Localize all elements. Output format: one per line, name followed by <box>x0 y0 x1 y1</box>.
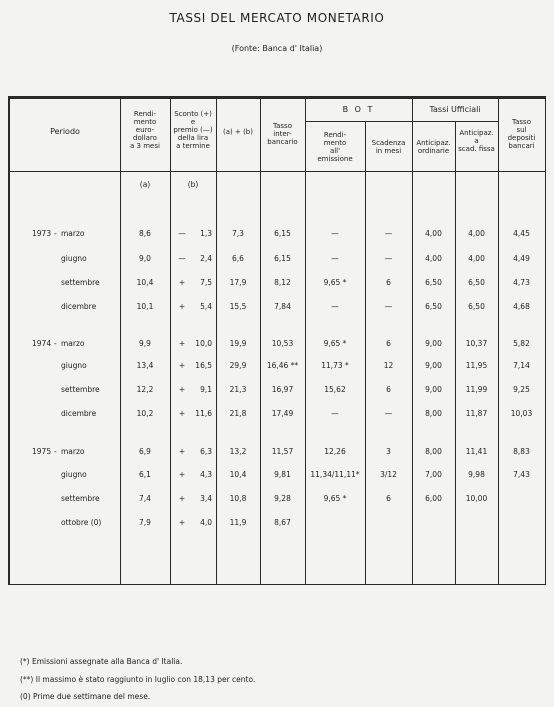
footnote: (**) Il massimo è stato raggiunto in luglio con 18,13 per cento. <box>20 675 256 684</box>
table-cell: 11,6 <box>195 409 212 418</box>
table-cell: 10,8 <box>229 494 247 503</box>
sign-cell: + <box>178 278 186 287</box>
sign-cell: + <box>178 470 186 479</box>
sign-cell: — <box>178 229 186 238</box>
table-cell: 6 <box>386 278 391 287</box>
table-cell: 1,3 <box>200 229 212 238</box>
table-cell: 9,65 * <box>323 278 347 287</box>
column-header-depositi: bancari <box>508 142 535 150</box>
table-cell: 6,6 <box>232 254 244 263</box>
table-cell: 16,97 <box>271 385 294 394</box>
table-cell: 4,45 <box>513 229 530 238</box>
marker-a: (a) <box>139 180 151 189</box>
column-header-anticipazioni-ordinarie: ordinarie <box>417 147 450 155</box>
table-cell: 10,4 <box>136 278 154 287</box>
column-header-periodo: Periodo <box>50 127 80 136</box>
table-cell: — <box>384 254 393 263</box>
table-cell: 6,3 <box>200 447 212 456</box>
table-cell: 12 <box>383 361 394 370</box>
row-month: marzo <box>61 229 85 238</box>
table-cell: 11,9 <box>229 518 247 527</box>
table-cell: 4,00 <box>468 229 485 238</box>
table-cell: 13,2 <box>229 447 247 456</box>
table-cell: 29,9 <box>229 361 247 370</box>
table-cell: 15,62 <box>324 385 346 394</box>
column-header-depositi: sul <box>516 126 527 134</box>
table-cell: 11,73 * <box>321 361 349 370</box>
table-cell: 8,83 <box>513 447 530 456</box>
footnote: (0) Prime due settimane del mese. <box>20 692 151 701</box>
sign-cell: + <box>178 518 186 527</box>
sign-cell: + <box>178 339 186 348</box>
table-cell: 11,99 <box>465 385 488 394</box>
source-note: (Fonte: Banca d' Italia) <box>231 44 323 53</box>
column-header-anticipazioni-scadenza: scad. fissa <box>458 145 495 153</box>
row-year: 1975 <box>32 447 52 456</box>
column-header-anticipazioni-scadenza: a <box>474 137 479 145</box>
table-cell: 9,9 <box>139 339 151 348</box>
table-cell: 7,00 <box>425 470 442 479</box>
table-cell: 2,4 <box>200 254 212 263</box>
column-rule <box>455 122 456 584</box>
table-cell: 10,0 <box>195 339 212 348</box>
table-cell: 4,73 <box>513 278 530 287</box>
table-cell: 12,26 <box>324 447 346 456</box>
table-cell: 6,50 <box>425 278 442 287</box>
column-group-bot: B O T <box>342 105 375 114</box>
table-cell: 6 <box>386 385 391 394</box>
table-cell: 9,0 <box>139 254 151 263</box>
row-month: settembre <box>61 494 100 503</box>
row-month: marzo <box>61 447 85 456</box>
table-cell: 19,9 <box>229 339 247 348</box>
table-cell: 6 <box>386 494 391 503</box>
sign-cell: + <box>178 447 186 456</box>
table-cell: 3,4 <box>200 494 212 503</box>
column-header-bot-scadenza: Scadenza <box>371 139 406 147</box>
column-header-sconto: Sconto (+) <box>174 110 212 118</box>
table-cell: 7,3 <box>232 229 244 238</box>
table-cell: 4,68 <box>513 302 530 311</box>
column-header-rendimento: mento <box>133 118 157 126</box>
column-header-bot-rendimento: Rendi- <box>323 131 347 139</box>
column-header-depositi: depositi <box>507 134 536 142</box>
column-header-interbancario: Tasso <box>273 122 292 130</box>
table-cell: 10,1 <box>136 302 154 311</box>
table-cell: 9,65 * <box>323 339 347 348</box>
column-header-sconto: e <box>190 118 196 126</box>
table-cell: 12,2 <box>136 385 154 394</box>
table-cell: — <box>331 229 339 238</box>
table-cell: 11,87 <box>465 409 488 418</box>
column-group-tassi-ufficiali: Tassi Ufficiali <box>429 105 481 114</box>
column-header-bot-scadenza: in mesi <box>375 147 402 155</box>
column-header-anticipazioni-scadenza: Anticipaz. <box>459 129 494 137</box>
table-cell: 11,41 <box>465 447 488 456</box>
sign-cell: + <box>178 409 186 418</box>
table-cell: — <box>331 409 339 418</box>
column-header-bot-rendimento: emissione <box>317 155 353 163</box>
table-cell: 21,8 <box>229 409 247 418</box>
table-cell: — <box>384 302 393 311</box>
column-header-interbancario: inter- <box>273 130 292 138</box>
table-border <box>8 96 10 584</box>
table-cell: — <box>331 254 339 263</box>
table-cell: 6,50 <box>425 302 442 311</box>
table-cell: 9,81 <box>274 470 291 479</box>
table-border <box>545 96 546 584</box>
table-cell: 21,3 <box>229 385 247 394</box>
column-header-rendimento: a 3 mesi <box>130 142 160 150</box>
table-cell: 11,95 <box>465 361 488 370</box>
table-cell: 9,65 * <box>323 494 347 503</box>
table-cell: 6,00 <box>425 494 442 503</box>
table-cell: 9,98 <box>468 470 485 479</box>
table-cell: 17,9 <box>229 278 247 287</box>
row-dash: - <box>54 447 57 456</box>
table-cell: 5,4 <box>200 302 212 311</box>
table-cell: 6,1 <box>139 470 151 479</box>
sign-cell: + <box>178 361 186 370</box>
table-cell: 6,50 <box>468 278 485 287</box>
column-header-anticipazioni-ordinarie: Anticipaz. <box>416 139 451 147</box>
column-header-rendimento: euro- <box>135 126 155 134</box>
column-rule <box>365 122 366 584</box>
column-header-depositi: Tasso <box>512 118 531 126</box>
table-cell: 11,34/11,11* <box>310 470 360 479</box>
table-cell: 4,00 <box>425 254 442 263</box>
table-rule <box>8 584 546 585</box>
sign-cell: + <box>178 385 186 394</box>
table-rule <box>8 171 546 172</box>
sign-cell: — <box>178 254 186 263</box>
table-cell: 17,49 <box>271 409 294 418</box>
table-cell: 6,15 <box>274 229 291 238</box>
table-cell: 6,15 <box>274 254 291 263</box>
marker-b: (b) <box>187 180 199 189</box>
table-cell: 4,49 <box>513 254 530 263</box>
table-cell: 4,00 <box>425 229 442 238</box>
table-cell: — <box>384 409 393 418</box>
table-cell: 8,12 <box>274 278 291 287</box>
table-cell: 8,67 <box>274 518 291 527</box>
column-header-sum: (a) + (b) <box>223 128 253 136</box>
column-header-sconto: della lira <box>177 134 209 142</box>
table-cell: 6,9 <box>139 447 151 456</box>
row-dash: - <box>54 229 57 238</box>
table-cell: 10,03 <box>510 409 533 418</box>
table-cell: 9,00 <box>425 385 442 394</box>
column-header-sconto: a termine <box>176 142 210 150</box>
table-cell: 4,00 <box>468 254 485 263</box>
table-cell: — <box>331 302 339 311</box>
row-month: marzo <box>61 339 85 348</box>
table-rule <box>8 96 546 99</box>
table-cell: 7,84 <box>274 302 291 311</box>
table-cell: 11,57 <box>271 447 294 456</box>
table-cell: 9,28 <box>274 494 291 503</box>
table-cell: 8,00 <box>425 447 442 456</box>
table-cell: 4,0 <box>200 518 212 527</box>
table-cell: 6 <box>386 339 391 348</box>
table-cell: 10,2 <box>136 409 154 418</box>
row-dash: - <box>54 339 57 348</box>
table-cell: 8,00 <box>425 409 442 418</box>
table-cell: 15,5 <box>229 302 247 311</box>
table-cell: 16,5 <box>195 361 212 370</box>
column-header-rendimento: Rendi- <box>133 110 157 118</box>
table-cell: 8,6 <box>139 229 151 238</box>
table-cell: 7,43 <box>513 470 530 479</box>
column-header-sconto: premio (—) <box>173 126 213 134</box>
table-cell: 5,82 <box>513 339 530 348</box>
row-year: 1973 <box>32 229 52 238</box>
table-cell: 9,25 <box>513 385 530 394</box>
table-cell: 10,4 <box>229 470 247 479</box>
row-month: settembre <box>61 278 100 287</box>
row-month: ottobre (0) <box>61 518 102 527</box>
table-cell: 16,46 ** <box>266 361 299 370</box>
table-cell: 7,5 <box>200 278 212 287</box>
table-cell: 3/12 <box>380 470 397 479</box>
row-month: settembre <box>61 385 100 394</box>
table-cell: 7,4 <box>139 494 151 503</box>
row-month: dicembre <box>61 409 97 418</box>
column-header-rendimento: dollaro <box>133 134 157 142</box>
row-month: giugno <box>61 361 87 370</box>
table-cell: 7,9 <box>139 518 151 527</box>
row-month: giugno <box>61 470 87 479</box>
column-header-bot-rendimento: mento <box>323 139 347 147</box>
column-header-bot-rendimento: all' <box>329 147 341 155</box>
table-cell: 9,00 <box>425 339 442 348</box>
table-cell: 13,4 <box>136 361 154 370</box>
table-cell: 3 <box>386 447 391 456</box>
table-cell: 10,53 <box>271 339 294 348</box>
footnote: (*) Emissioni assegnate alla Banca d' Italia. <box>20 657 183 666</box>
table-rule <box>305 121 498 122</box>
table-cell: 7,14 <box>513 361 530 370</box>
table-cell: 10,37 <box>465 339 488 348</box>
table-cell: 9,1 <box>200 385 212 394</box>
row-year: 1974 <box>32 339 52 348</box>
sign-cell: + <box>178 494 186 503</box>
table-cell: 6,50 <box>468 302 485 311</box>
column-header-interbancario: bancario <box>267 138 298 146</box>
table-cell: 9,00 <box>425 361 442 370</box>
page-title: TASSI DEL MERCATO MONETARIO <box>169 11 385 25</box>
column-rule <box>170 96 171 584</box>
table-cell: 10,00 <box>465 494 488 503</box>
row-month: giugno <box>61 254 87 263</box>
sign-cell: + <box>178 302 186 311</box>
table-cell: 4,3 <box>200 470 212 479</box>
table-cell: — <box>384 229 393 238</box>
row-month: dicembre <box>61 302 97 311</box>
